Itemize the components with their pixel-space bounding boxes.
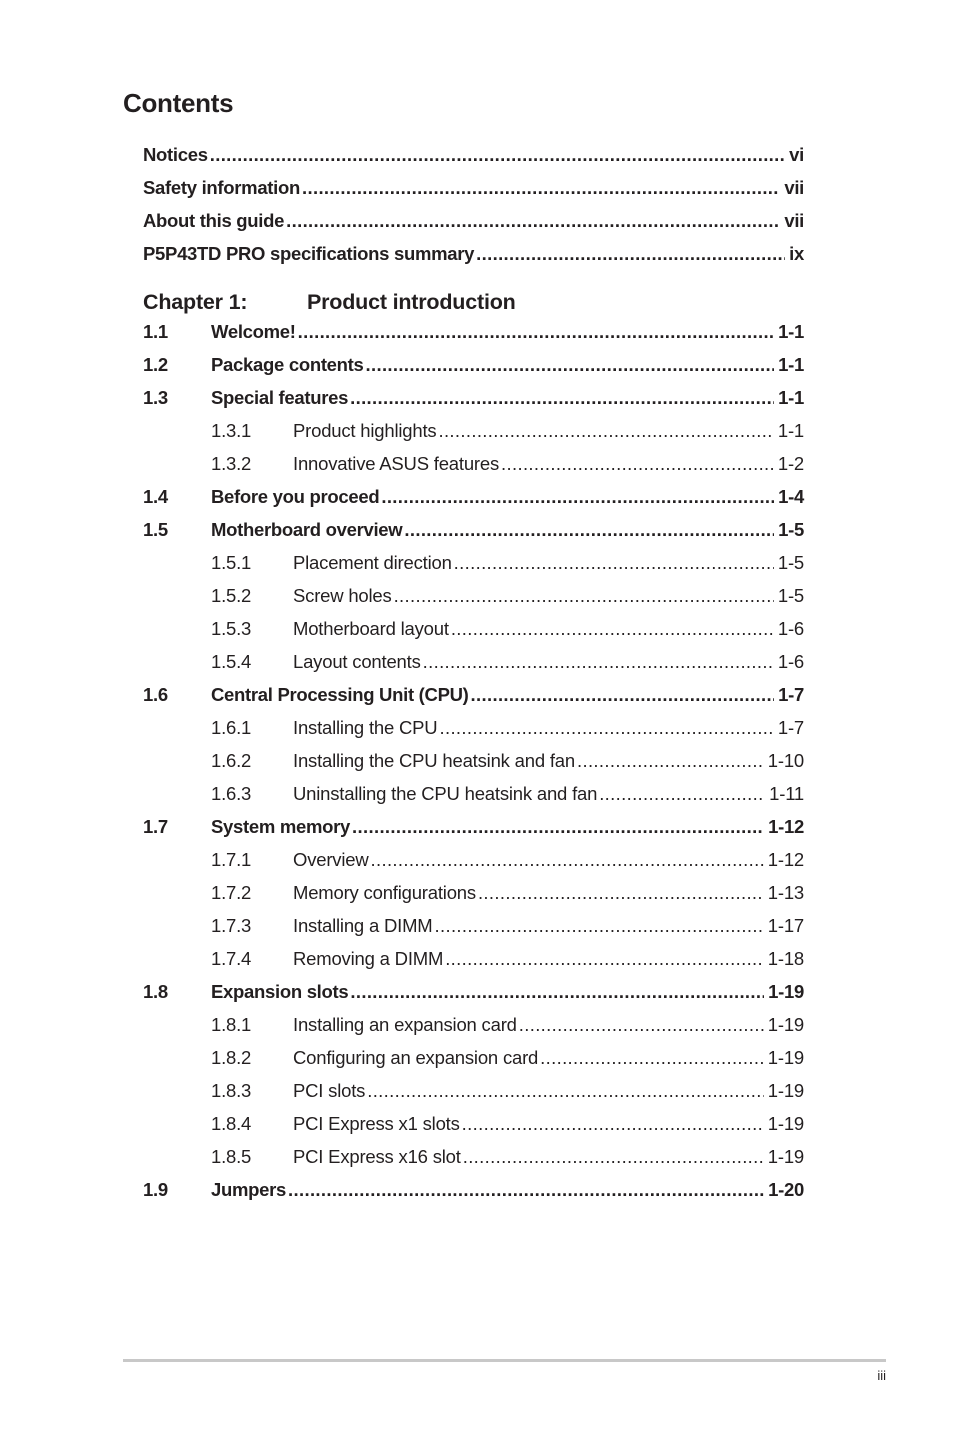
toc-entry[interactable]: [143, 1146, 804, 1179]
toc-entry-number: 1.5.1: [211, 552, 252, 573]
dot-leader: [350, 387, 774, 409]
toc-entry-title: Motherboard layout: [293, 618, 449, 639]
toc-entry-number: 1.5: [143, 519, 168, 540]
chapter-title: Product introduction: [307, 290, 516, 314]
dot-leader: [599, 783, 765, 805]
footer-divider: [123, 1359, 886, 1362]
dot-leader: [451, 618, 774, 640]
toc-entry-title: Installing the CPU heatsink and fan: [293, 750, 575, 771]
toc-entry[interactable]: [143, 321, 804, 354]
toc-entry-title: Overview: [293, 849, 369, 870]
toc-entry-number: 1.8.5: [211, 1146, 252, 1167]
dot-leader: [501, 453, 774, 475]
toc-entry-number: 1.9: [143, 1179, 168, 1200]
dot-leader: [350, 981, 764, 1003]
toc-entry[interactable]: [143, 453, 804, 486]
dot-leader: [577, 750, 764, 772]
dot-leader: [302, 177, 780, 199]
toc-entry-number: 1.7: [143, 816, 168, 837]
dot-leader: [476, 243, 785, 265]
toc-entry-title: PCI Express x1 slots: [293, 1113, 460, 1134]
toc-entry[interactable]: [143, 552, 804, 585]
toc-entry-page: 1-19: [768, 981, 804, 1002]
toc-entry[interactable]: [143, 948, 804, 981]
page-title: Contents: [123, 88, 234, 118]
toc-entry[interactable]: [143, 1113, 804, 1146]
dot-leader: [210, 144, 785, 166]
section-list: [143, 321, 804, 1212]
toc-entry-title: Jumpers: [211, 1179, 287, 1200]
toc-entry-number: 1.6.1: [211, 717, 252, 738]
toc-entry-title: Product highlights: [293, 420, 437, 441]
dot-leader: [454, 552, 774, 574]
toc-entry-page: 1-6: [777, 651, 804, 672]
toc-entry-page: 1-10: [767, 750, 804, 771]
toc-entry[interactable]: [143, 684, 804, 717]
toc-entry[interactable]: [143, 816, 804, 849]
toc-entry-title: Screw holes: [293, 585, 392, 606]
dot-leader: [367, 1080, 764, 1102]
toc-entry-title: About this guide: [143, 210, 285, 231]
toc-entry-title: Memory configurations: [293, 882, 476, 903]
toc-entry-page: 1-7: [777, 717, 804, 738]
toc-entry[interactable]: [143, 1014, 804, 1047]
toc-entry-page: 1-18: [767, 948, 804, 969]
toc-entry-page: 1-2: [777, 453, 804, 474]
dot-leader: [463, 1146, 764, 1168]
toc-entry-page: 1-1: [778, 387, 804, 408]
toc-entry-number: 1.7.2: [211, 882, 252, 903]
toc-entry-title: Safety information: [143, 177, 301, 198]
toc-entry-title: Innovative ASUS features: [293, 453, 500, 474]
toc-entry[interactable]: [143, 651, 804, 684]
toc-entry-title: Removing a DIMM: [293, 948, 444, 969]
toc-entry-page: 1-6: [777, 618, 804, 639]
toc-entry[interactable]: [143, 177, 804, 210]
chapter-label: Chapter 1:: [143, 290, 248, 314]
dot-leader: [478, 882, 764, 904]
dot-leader: [438, 420, 773, 442]
toc-entry-page: 1-19: [767, 1014, 804, 1035]
toc-entry-page: 1-7: [778, 684, 804, 705]
toc-entry-number: 1.3.2: [211, 453, 252, 474]
toc-entry-title: Installing a DIMM: [293, 915, 433, 936]
toc-entry-number: 1.8.1: [211, 1014, 252, 1035]
dot-leader: [471, 684, 775, 706]
toc-entry-number: 1.6.2: [211, 750, 252, 771]
toc-entry-title: PCI Express x16 slot: [293, 1146, 461, 1167]
toc-entry-title: System memory: [211, 816, 351, 837]
toc-entry-number: 1.5.4: [211, 651, 252, 672]
toc-entry-page: 1-11: [769, 783, 804, 804]
toc-entry-number: 1.8.4: [211, 1113, 252, 1134]
toc-entry-page: vii: [784, 177, 804, 198]
toc-entry-page: vi: [789, 144, 804, 165]
page-number: iii: [877, 1368, 886, 1383]
front-matter-list: [143, 144, 804, 276]
toc-entry[interactable]: [143, 519, 804, 552]
toc-entry-title: Placement direction: [293, 552, 452, 573]
toc-entry-page: 1-12: [768, 816, 804, 837]
toc-entry-number: 1.7.4: [211, 948, 252, 969]
toc-entry[interactable]: [143, 210, 804, 243]
toc-entry[interactable]: [143, 849, 804, 882]
toc-entry[interactable]: [143, 1080, 804, 1113]
toc-entry-number: 1.3.1: [211, 420, 252, 441]
toc-entry[interactable]: [143, 354, 804, 387]
toc-entry[interactable]: [143, 387, 804, 420]
toc-entry-page: 1-12: [767, 849, 804, 870]
toc-entry-title: Configuring an expansion card: [293, 1047, 539, 1068]
toc-entry-title: P5P43TD PRO specifications summary: [143, 243, 475, 264]
dot-leader: [381, 486, 774, 508]
toc-entry-number: 1.5.2: [211, 585, 252, 606]
dot-leader: [404, 519, 774, 541]
toc-entry-title: Notices: [143, 144, 208, 165]
toc-entry-number: 1.2: [143, 354, 168, 375]
dot-leader: [435, 915, 764, 937]
toc-entry-number: 1.7.1: [211, 849, 252, 870]
toc-entry-page: 1-5: [777, 552, 804, 573]
toc-entry-page: 1-4: [778, 486, 804, 507]
toc-entry[interactable]: [143, 1047, 804, 1080]
toc-entry-page: 1-19: [767, 1080, 804, 1101]
toc-entry[interactable]: [143, 981, 804, 1014]
toc-entry-page: 1-1: [777, 420, 804, 441]
toc-entry[interactable]: [143, 486, 804, 519]
dot-leader: [519, 1014, 764, 1036]
dot-leader: [462, 1113, 764, 1135]
toc-entry-page: 1-19: [767, 1113, 804, 1134]
toc-entry-number: 1.4: [143, 486, 168, 507]
toc-entry-title: Before you proceed: [211, 486, 380, 507]
toc-entry-title: Installing the CPU: [293, 717, 438, 738]
toc-entry[interactable]: [143, 750, 804, 783]
toc-entry[interactable]: [143, 1179, 804, 1212]
toc-entry-title: Installing an expansion card: [293, 1014, 517, 1035]
toc-entry[interactable]: [143, 915, 804, 948]
toc-entry-page: vii: [784, 210, 804, 231]
toc-entry-title: PCI slots: [293, 1080, 366, 1101]
toc-entry[interactable]: [143, 243, 804, 276]
toc-entry-number: 1.6.3: [211, 783, 252, 804]
toc-entry[interactable]: [143, 717, 804, 750]
dot-leader: [439, 717, 773, 739]
dot-leader: [445, 948, 764, 970]
toc-entry-title: Special features: [211, 387, 349, 408]
toc-entry-title: Central Processing Unit (CPU): [211, 684, 469, 705]
dot-leader: [298, 321, 775, 343]
dot-leader: [423, 651, 774, 673]
toc-entry-number: 1.8: [143, 981, 168, 1002]
toc-entry-number: 1.5.3: [211, 618, 252, 639]
toc-entry-page: 1-17: [767, 915, 804, 936]
toc-entry-number: 1.1: [143, 321, 168, 342]
toc-entry[interactable]: [143, 585, 804, 618]
toc-entry-title: Layout contents: [293, 651, 421, 672]
toc-entry[interactable]: [143, 144, 804, 177]
toc-entry-number: 1.8.2: [211, 1047, 252, 1068]
toc-entry[interactable]: [143, 618, 804, 651]
toc-entry-page: 1-13: [767, 882, 804, 903]
dot-leader: [286, 210, 780, 232]
dot-leader: [352, 816, 764, 838]
toc-entry-title: Motherboard overview: [211, 519, 403, 540]
toc-entry-title: Expansion slots: [211, 981, 349, 1002]
dot-leader: [394, 585, 774, 607]
toc-entry-page: 1-20: [768, 1179, 804, 1200]
toc-entry-title: Package contents: [211, 354, 364, 375]
toc-entry-page: ix: [789, 243, 804, 264]
dot-leader: [371, 849, 764, 871]
toc-entry-number: 1.8.3: [211, 1080, 252, 1101]
toc-entry-page: 1-19: [767, 1146, 804, 1167]
toc-entry-title: Welcome!: [211, 321, 296, 342]
dot-leader: [540, 1047, 764, 1069]
toc-entry-page: 1-5: [777, 585, 804, 606]
chapter-heading: [143, 290, 516, 315]
toc-entry-title: Uninstalling the CPU heatsink and fan: [293, 783, 598, 804]
dot-leader: [288, 1179, 764, 1201]
toc-entry[interactable]: [143, 783, 804, 816]
dot-leader: [366, 354, 775, 376]
toc-entry-number: 1.6: [143, 684, 168, 705]
toc-entry-page: 1-5: [778, 519, 804, 540]
toc-entry-number: 1.7.3: [211, 915, 252, 936]
toc-entry-page: 1-1: [778, 321, 804, 342]
toc-entry[interactable]: [143, 882, 804, 915]
toc-entry[interactable]: [143, 420, 804, 453]
toc-entry-page: 1-19: [767, 1047, 804, 1068]
toc-entry-number: 1.3: [143, 387, 168, 408]
toc-entry-page: 1-1: [778, 354, 804, 375]
